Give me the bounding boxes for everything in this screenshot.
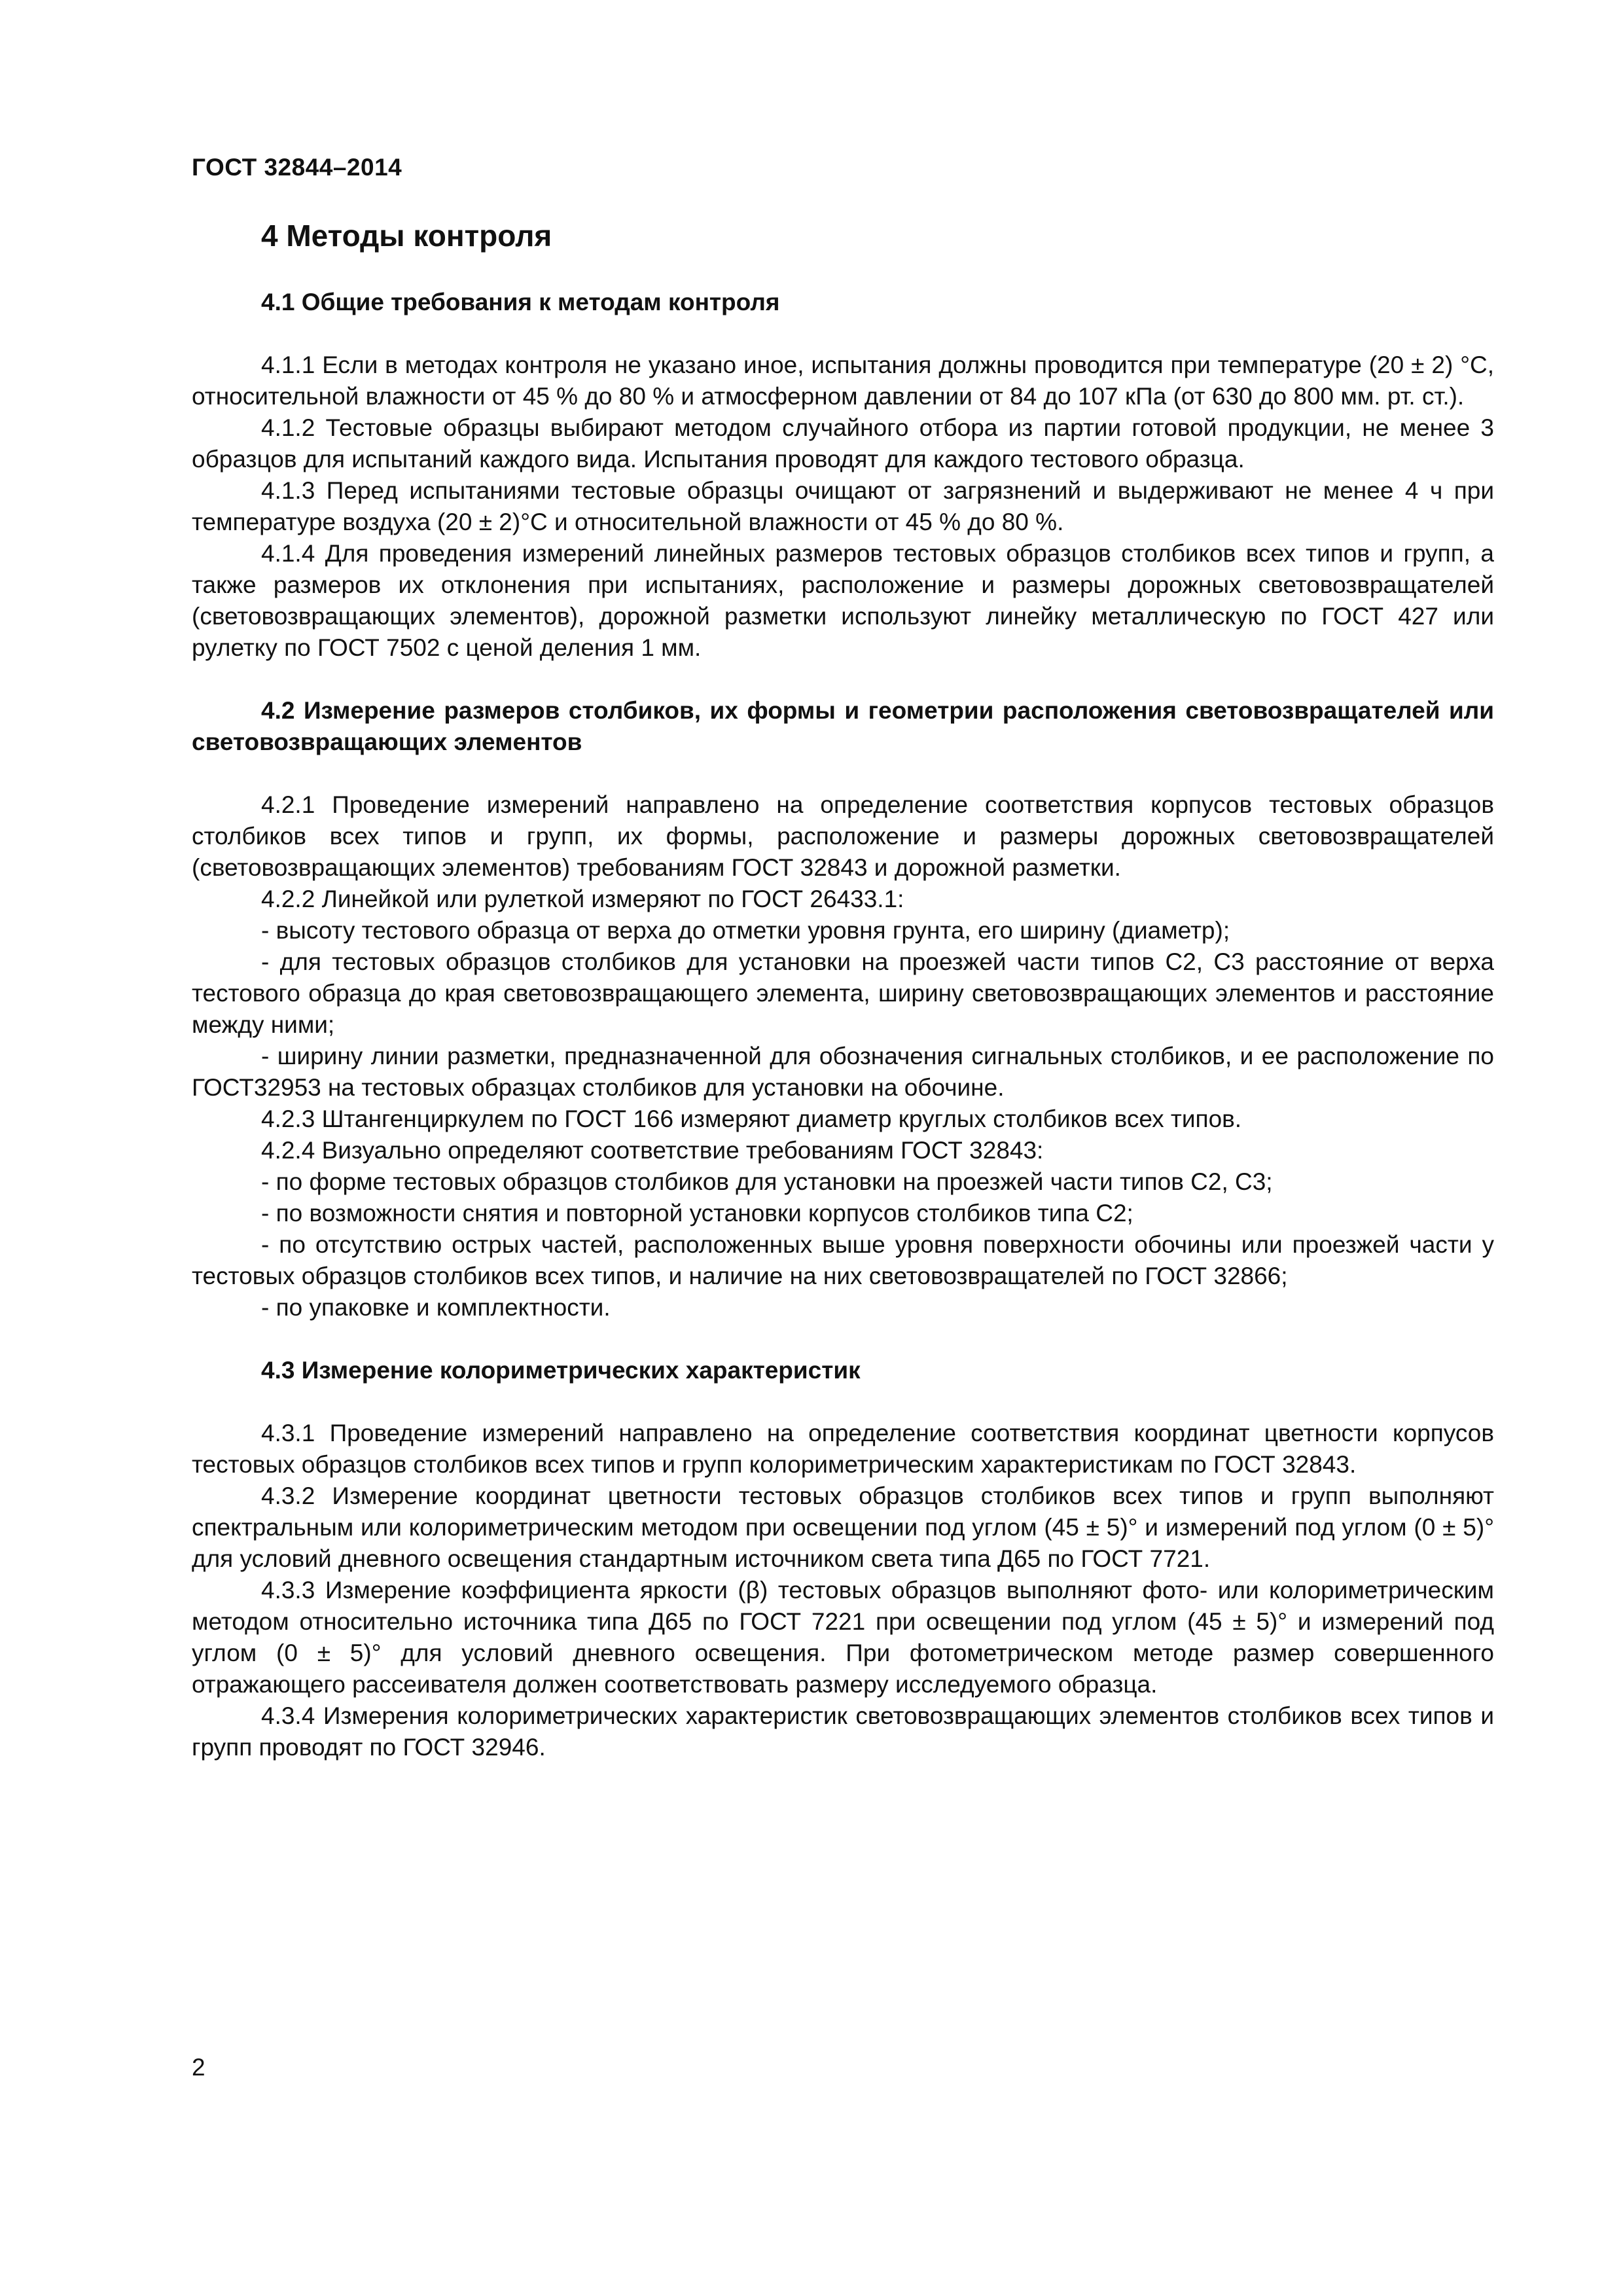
list-item: - высоту тестового образца от верха до отметки уровня грунта, его ширину (диаметр); [261, 917, 1230, 944]
paragraph-4-3-1: 4.3.1 Проведение измерений направлено на определение соответствия координат цветности корпусов тестовых образцов столбиков всех типов и групп колориметрическим характеристикам по ГОСТ 32843. [192, 1420, 1494, 1478]
list-item: - по возможности снятия и повторной установки корпусов столбиков типа С2; [261, 1200, 1133, 1227]
list-item: - по отсутствию острых частей, расположенных выше уровня поверхности обочины или проезжей части у тестовых образцов столбиков всех типов, и наличие на них световозвращателей по ГОСТ 32866; [192, 1231, 1494, 1289]
spacer [192, 664, 1494, 695]
paragraph-4-2-1: 4.2.1 Проведение измерений направлено на определение соответствия корпусов тестовых образцов столбиков всех типов и групп, их формы, расположение и размеры дорожных световозвращателей (световозвращающих элементов) требованиям ГОСТ 32843 и дорожной разметки. [192, 791, 1494, 881]
page-number: 2 [192, 2054, 205, 2081]
paragraph-4-1-3: 4.1.3 Перед испытаниями тестовые образцы очищают от загрязнений и выдерживают не менее 4 ч при температуре воздуха (20 ± 2)°С и относительной влажности от 45 % до 80 %. [192, 477, 1494, 535]
paragraph-4-1-4: 4.1.4 Для проведения измерений линейных размеров тестовых образцов столбиков всех типов и групп, а также размеров их отклонения при испытаниях, расположение и размеры дорожных световозвращателей (световозвращающих элементов), дорожной разметки используют линейку металлическую по ГОСТ 427 или рулетку по ГОСТ 7502 с ценой деления 1 мм. [192, 540, 1494, 661]
list-item: - по упаковке и комплектности. [261, 1294, 611, 1321]
list-item: - для тестовых образцов столбиков для установки на проезжей части типов С2, С3 расстояние от верха тестового образца до края световозвращающего элемента, ширину световозвращающих элементов и расстояние между ними; [192, 948, 1494, 1038]
document-body [192, 216, 1494, 1763]
document-header: ГОСТ 32844–2014 [192, 154, 402, 181]
paragraph-4-3-2: 4.3.2 Измерение координат цветности тестовых образцов столбиков всех типов и групп выполняют спектральным или колориметрическим методом при освещении под углом (45 ± 5)° и измерений под углом (0 ± 5)° для условий дневного освещения стандартным источником света типа Д65 по ГОСТ 7721. [192, 1482, 1494, 1572]
subsection-heading-4-1: 4.1 Общие требования к методам контроля [261, 289, 780, 315]
subsection-heading-4-2: 4.2 Измерение размеров столбиков, их формы и геометрии расположения световозвращателей или световозвращающих элементов [192, 697, 1494, 755]
paragraph-4-2-3: 4.2.3 Штангенциркулем по ГОСТ 166 измеряют диаметр круглых столбиков всех типов. [261, 1105, 1242, 1132]
subsection-heading-4-3: 4.3 Измерение колориметрических характеристик [261, 1357, 861, 1384]
paragraph-4-1-1: 4.1.1 Если в методах контроля не указано иное, испытания должны проводится при температуре (20 ± 2) °С, относительной влажности от 45 % до 80 % и атмосферном давлении от 84 до 107 кПа (от 630 до 800 мм. рт. ст.). [192, 351, 1494, 410]
section-title: 4 Методы контроля [261, 219, 552, 253]
paragraph-4-1-2: 4.1.2 Тестовые образцы выбирают методом случайного отбора из партии готовой продукции, не менее 3 образцов для испытаний каждого вида. Испытания проводят для каждого тестового образца. [192, 414, 1494, 473]
list-item: - по форме тестовых образцов столбиков для установки на проезжей части типов С2, С3; [261, 1168, 1273, 1195]
paragraph-4-2-2: 4.2.2 Линейкой или рулеткой измеряют по ГОСТ 26433.1: [261, 886, 904, 912]
paragraph-4-3-4: 4.3.4 Измерения колориметрических характеристик световозвращающих элементов столбиков всех типов и групп проводят по ГОСТ 32946. [192, 1702, 1494, 1761]
paragraph-4-2-4: 4.2.4 Визуально определяют соответствие требованиям ГОСТ 32843: [261, 1137, 1044, 1164]
list-item: - ширину линии разметки, предназначенной для обозначения сигнальных столбиков, и ее расположение по ГОСТ32953 на тестовых образцах столбиков для установки на обочине. [192, 1043, 1494, 1101]
spacer [192, 1323, 1494, 1355]
paragraph-4-3-3: 4.3.3 Измерение коэффициента яркости (β) тестовых образцов выполняют фото- или колориметрическим методом относительно источника типа Д65 по ГОСТ 7221 при освещении под углом (45 ± 5)° и измерений под углом (0 ± 5)° для условий дневного освещения. При фотометрическом методе размер совершенного отражающего рассеивателя должен соответствовать размеру исследуемого образца. [192, 1577, 1494, 1698]
